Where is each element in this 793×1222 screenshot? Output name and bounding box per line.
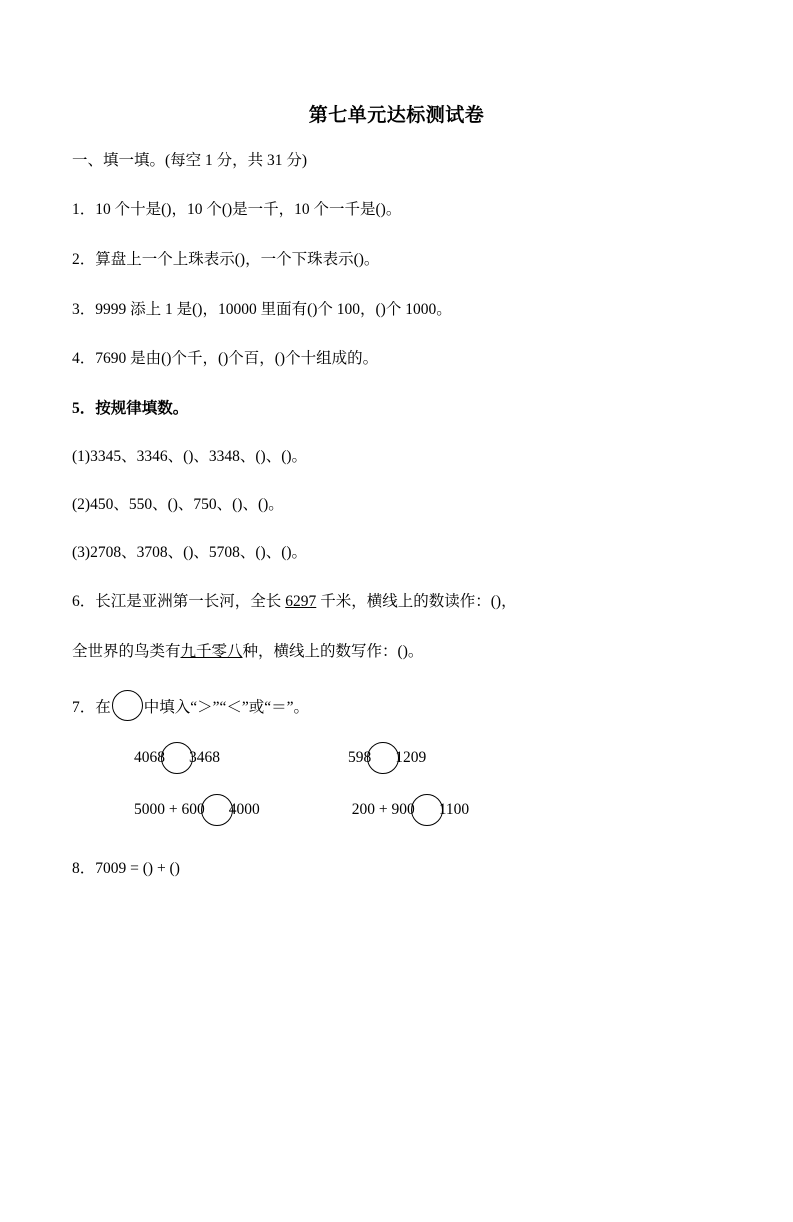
- compare-right-3: 4000: [228, 800, 260, 818]
- question-6-text-a: 6．长江是亚洲第一长河，全长: [72, 593, 282, 611]
- compare-right-2: 1209: [395, 748, 427, 766]
- question-5-item-3: (3)2708、3708、()、5708、()、()。: [72, 543, 308, 561]
- question-7-heading: [72, 691, 721, 722]
- question-6-line-2: [72, 640, 721, 665]
- question-6-line-1: [72, 590, 721, 615]
- question-3: 3．9999 添上 1 是()，10000 里面有()个 100，()个 1000。: [72, 300, 452, 318]
- compare-left-4: 200 + 900: [351, 800, 415, 818]
- question-7-row-2: [72, 794, 721, 826]
- question-1: 1．10 个十是()，10 个()是一千，10 个一千是()。: [72, 201, 402, 219]
- question-6-underlined-number: 6297: [285, 593, 317, 611]
- circle-blank-icon: [112, 690, 143, 721]
- page-title: 第七单元达标测试卷: [308, 105, 485, 126]
- question-2: 2．算盘上一个上珠表示()，一个下珠表示()。: [72, 250, 380, 268]
- question-7-text-b: 中填入“＞”“＜”或“＝”。: [143, 699, 310, 717]
- question-8: 8．7009 = () + (): [72, 859, 180, 877]
- question-7-text-a: 7．在: [72, 699, 111, 717]
- section-heading-one: 一、填一填。(每空 1 分，共 31 分): [72, 152, 308, 169]
- question-6-text-c: 全世界的鸟类有: [72, 643, 181, 661]
- question-6-text-b: 千米，横线上的数读作：()，: [320, 593, 517, 611]
- question-5-heading: 5．按规律填数。: [72, 400, 189, 418]
- compare-pair-3: [134, 794, 260, 826]
- compare-pair-1: [134, 742, 220, 774]
- compare-right-4: 1100: [438, 800, 470, 818]
- question-5-item-1: (1)3345、3346、()、3348、()、()。: [72, 448, 308, 465]
- compare-pair-4: [352, 794, 469, 826]
- compare-left-2: 598: [348, 748, 372, 766]
- exam-page: [0, 100, 793, 1222]
- compare-left-3: 5000 + 600: [134, 800, 205, 818]
- question-6-underlined-words: 九千零八: [180, 643, 243, 661]
- compare-right-1: 3468: [189, 748, 220, 766]
- question-5-item-2: (2)450、550、()、750、()、()。: [72, 495, 284, 513]
- question-4: 4．7690 是由()个千，()个百，()个十组成的。: [72, 350, 379, 368]
- question-6-text-d: 种，横线上的数写作：()。: [242, 643, 424, 661]
- question-7-row-1: [72, 742, 721, 774]
- compare-pair-2: [348, 742, 426, 774]
- compare-left-1: 4068: [134, 748, 165, 766]
